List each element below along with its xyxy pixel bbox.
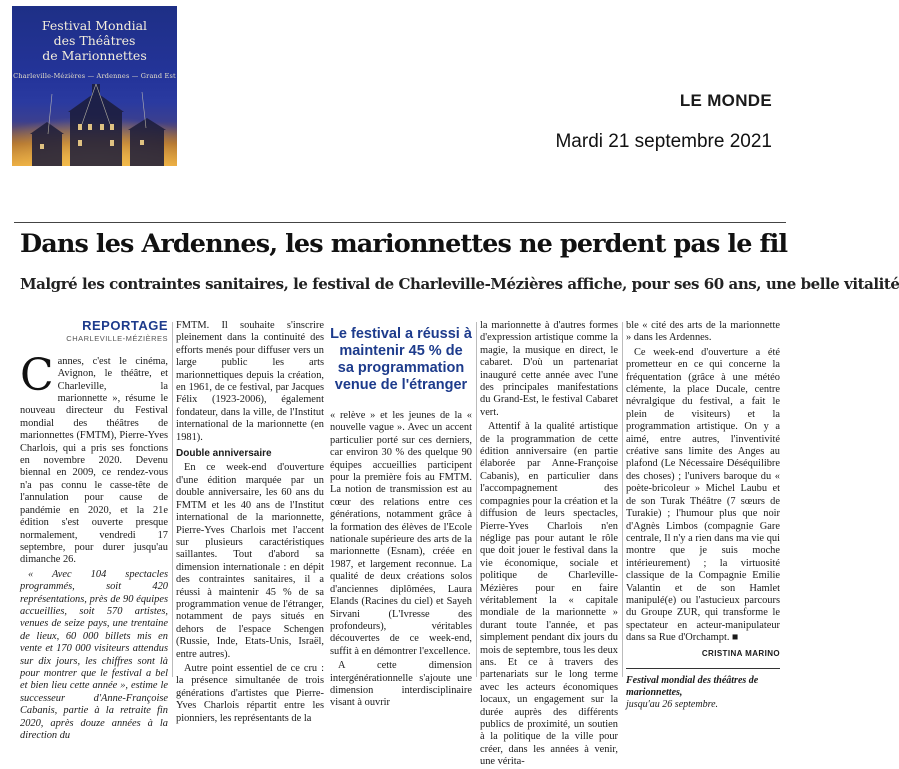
lead-paragraph [20, 349, 168, 567]
article-column-2 [176, 320, 324, 724]
author-byline: CRISTINA MARINO [701, 648, 780, 658]
paragraph: A cette dimension intergénérationnelle s'ajoute une dimension interdisciplinaire visant à ouvrir [330, 660, 472, 709]
note-dates: jusqu'au 26 septembre. [626, 698, 719, 710]
rubric-place: CHARLEVILLE-MÉZIÈRES [66, 334, 168, 344]
column-divider [476, 322, 477, 677]
paragraph: « relève » et les jeunes de la « nouvelle vague ». Avec un accent particulier porté sur ces derniers, car environ 30 % des quelque 90 équipes accueillies participent pour la première fois au FMTM. La notion de transmission est au cœur des relations entre ces générations, notamment grâce à la formation des élèves de l'Ecole nationale supérieure des arts de la marionnette (Esnam), créée en 1987, et largement reconnue. La qualité de deux créations solos d'anciennes diplômées, Laura Elands (Racines du ciel) et Sayeh Sirvani (L'Ivresse des profondeurs), véritables découvertes de ce week-end, suffit à en démontrer l'excellence. [330, 410, 472, 657]
article-column-5 [626, 320, 780, 710]
section-heading: Double anniversaire [176, 448, 272, 460]
article-column-3 [330, 320, 472, 709]
paragraph: ble « cité des arts de la marionnette » dans les Ardennes. [626, 320, 780, 344]
rubric-label: REPORTAGE [82, 318, 168, 333]
pull-quote: Le festival a réussi à maintenir 45 % de sa programmation venue de l'étranger [330, 326, 472, 393]
poster-illustration [12, 84, 177, 166]
paragraph-text: annes, c'est le cinéma, Avignon, le théâtre, et Charleville, la marionnette », résume le nouveau directeur du Festival mondial des théâtres de marionnettes (FMTM), Pierre-Yves Charlois, qui a pris ses fonctions en novembre 2020. Devenu biennal en 2009, ce rendez-vous n'a pas connu le casse-tête de l'annulation pour cause de pandémie en 2020, et la 21e édition s'est ouverte presque normalement, vendredi 17 septembre, pour durer jusqu'au dimanche 26. [20, 355, 168, 566]
article-column-1 [20, 318, 168, 741]
poster-title-line: Festival Mondial [41, 18, 148, 33]
paragraph: Ce week-end d'ouverture a été prometteur en ce qui concerne la fréquentation (grâce à une météo clémente, la place Ducale, centre névralgique du festival, a fait le plein de visiteurs) et la programmation artistique. On y a aimé, entre autres, l'inventivité créative sans limite des Anges au plafond (Le Nécessaire Déséquilibre des choses) ; l'univers baroque du « poète-bricoleur » Michel Laubu et de son Turak Théâtre (7 sœurs de Turakie) ; l'humour plus que noir d'Agnès Limbos (compagnie Gare centrale, Il n'y a rien dans ma vie qui montre que je suis moche intérieurement) ; la virtuosité classique de la Compagnie Emilie Valantin et de son Hamlet manipulé(e) ou l'astucieux parcours du Groupe ZUR, qui transforme le spectateur en acteur-manipulateur dans sa Rue d'Orchampt. ■ [626, 346, 780, 644]
column-divider [622, 322, 623, 677]
column-divider [172, 322, 173, 677]
poster-title-line: de Marionnettes [42, 48, 147, 63]
paragraph: la marionnette à d'autres formes d'expression artistique comme la magie, la musique en direct, le cabaret. D'où un partenariat inauguré cette année avec l'une des principales manifestations du Grand-Est, le festival Cabaret vert. [480, 320, 618, 418]
poster-title-line: des Théâtres [53, 33, 136, 48]
article-column-4 [480, 320, 618, 768]
rubric [20, 320, 168, 346]
article-subhead: Malgré les contraintes sanitaires, le festival de Charleville-Mézières affiche, pour ses 60 ans, une belle vitalité [20, 275, 899, 293]
paragraph: Attentif à la qualité artistique de la programmation de cette édition anniversaire (en partie élaborée par Anne-Françoise Cabanis), en particulier dans l'accompagnement des compagnies pour la création et la diffusion de leurs spectacles, Pierre-Yves Charlois n'en néglige pas pour autant le rôle que doit jouer le festival dans la vie économique, sociale et politique de Charleville-Mézières pour en faire véritablement la « capitale mondiale de la marionnette » durant toute l'année, et pas simplement pendant dix jours du mois de septembre, tous les deux ans. Et ce à travers des partenariats sur le long terme avec les acteurs économiques locaux, un engagement sur la durée auprès des différents publics de proximité, un soutien à la politique de la ville pour créer, dans les années à venir, une vérita- [480, 421, 618, 768]
paragraph: FMTM. Il souhaite s'inscrire pleinement dans la continuité des efforts menés pour diffuser vers un large public les arts marionnettiques depuis la création, en 1961, de ce festival, par Jacques Félix (1923-2006), également fondateur, dans la ville, de l'Institut international de la marionnette (en 1981). [176, 320, 324, 443]
publication-date: Mardi 21 septembre 2021 [555, 131, 772, 152]
note-title: Festival mondial des théâtres de marionnettes, [626, 674, 759, 698]
drop-cap: C [20, 349, 54, 401]
header-rule [14, 222, 786, 223]
festival-poster [12, 6, 177, 166]
paragraph: En ce week-end d'ouverture d'une édition marquée par un double anniversaire, les 60 ans du FMTM et les 40 ans de l'Institut international de la marionnette, Pierre-Yves Charlois met l'accent sur plusieurs caractéristiques saillantes. Tout d'abord sa dimension internationale : en dépit des contraintes sanitaires, il a réussi à maintenir 45 % de sa programmation venue de l'étranger, notamment de pays situés en dehors de l'espace Schengen (Russie, Inde, Etats-Unis, Israël, entre autres). [176, 462, 324, 660]
festival-info-note [626, 668, 780, 711]
paragraph: « Avec 104 spectacles programmés, soit 420 représentations, près de 90 équipes accueillies, soit 570 artistes, venues de seize pays, une trentaine de lieux, 60 000 billets mis en vente et 170 000 visiteurs attendus sur dix jours, les chiffres sont là pour montrer que le festival a bel et bien lieu cette année », estime le successeur d'Anne-Françoise Cabanis, partie à la retraite fin 2020, après douze années à la direction du [20, 568, 168, 741]
poster-title [12, 18, 177, 63]
article-headline: Dans les Ardennes, les marionnettes ne perdent pas le fil [20, 229, 788, 259]
poster-locations: Charleville-Mézières — Ardennes — Grand Est [13, 72, 176, 80]
newspaper-masthead: LE MONDE [679, 91, 772, 110]
paragraph: Autre point essentiel de ce cru : la présence simultanée de trois générations d'artistes que Pierre-Yves Charlois répartit entre les pionniers, les représentants de la [176, 662, 324, 724]
